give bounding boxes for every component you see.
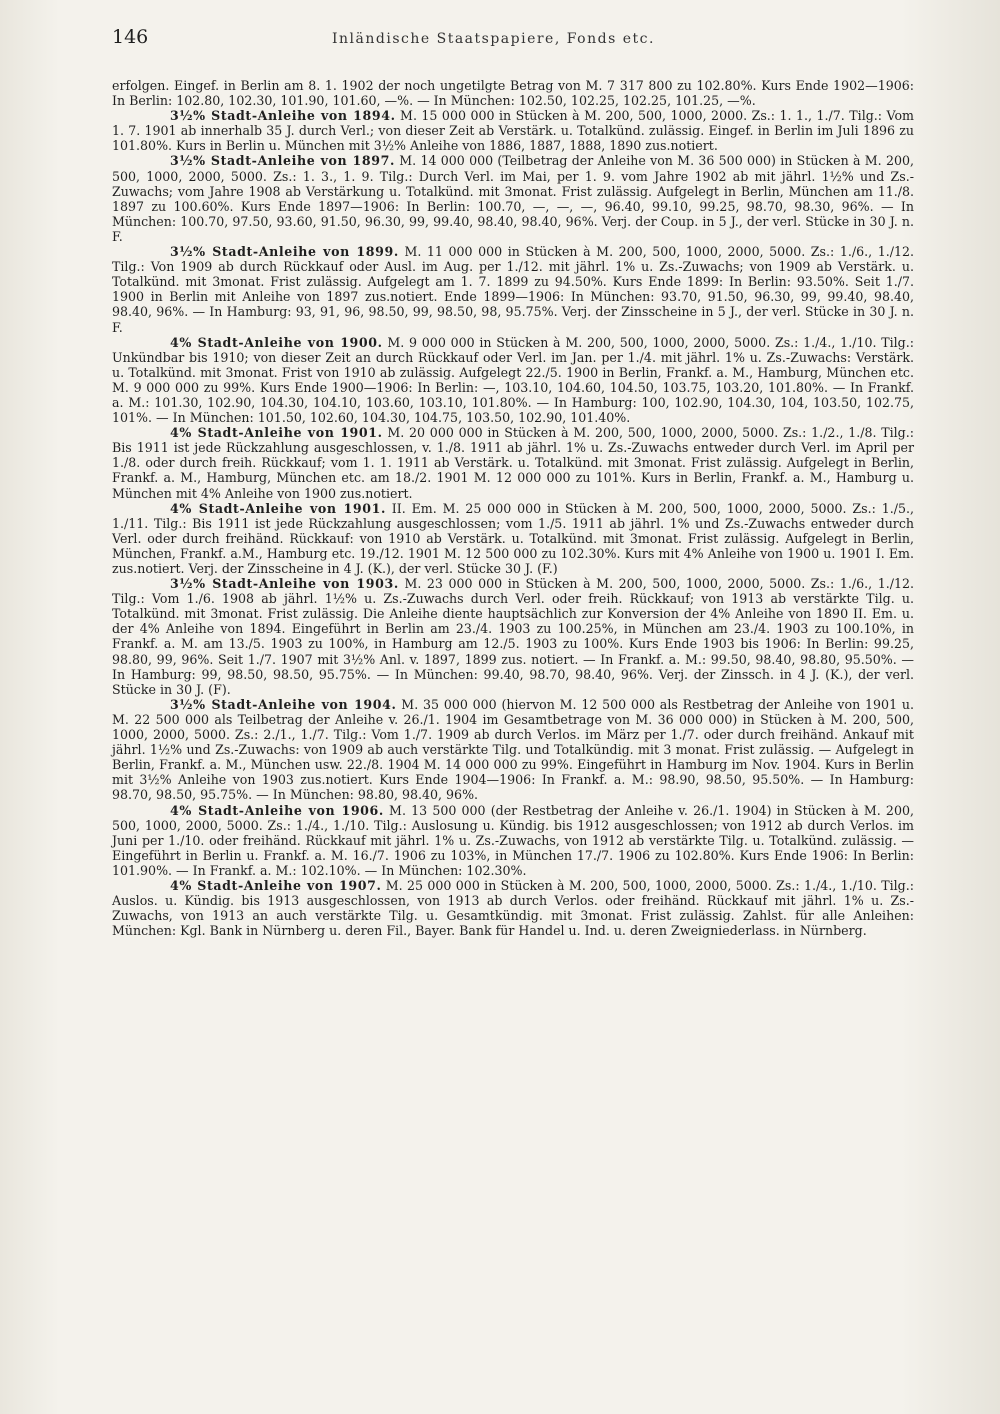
entry-stadt-anleihe-1894	[112, 108, 914, 153]
entry-text: M. 15 000 000 in Stücken à M. 200, 500, 1000, 2000. Zs.: 1. 1., 1./7. Tilg.: Vom 1. 7. 1901 ab innerhalb 35 J. durch Verl.; von dieser Zeit ab Verstärk. u. Totalkünd. zulässig. Eingef. in Berlin im Juli 1896 zu 101.80%. Kurs in Berlin u. München mit 3½% Anleihe von 1886, 1887, 1888, 1890 zus.notiert.	[112, 108, 914, 154]
paragraph-text: erfolgen. Eingef. in Berlin am 8. 1. 1902 der noch ungetilgte Betrag von M. 7 317 800 zu 102.80%. Kurs Ende 1902—1906: In Berlin: 102.80, 102.30, 101.90, 101.60, —%. — In München: 102.50, 102.25, 102.25, 101.25, —%.	[112, 78, 914, 109]
page-header	[112, 26, 914, 70]
entry-heading: 3½% Stadt-Anleihe von 1904.	[170, 696, 397, 712]
entry-text: M. 11 000 000 in Stücken à M. 200, 500, 1000, 2000, 5000. Zs.: 1./6., 1./12. Tilg.: Von 1909 ab durch Rückkauf oder Ausl. im Aug. per 1./12. mit jährl. 1% u. Zs.-Zuwachs; von 1909 ab Verstärk. u. Totalkünd. mit 3monat. Frist zulässig. Aufgelegt am 1. 7. 1899 zu 94.50%. Kurs Ende 1899: In Berlin: 93.50%. Seit 1./7. 1900 in Berlin mit Anleihe von 1897 zus.notiert. Ende 1899—1906: In München: 93.70, 91.50, 96.30, 99, 99.40, 98.40, 98.40, 96%. — In Hamburg: 93, 91, 96, 98.50, 99, 98.50, 98, 95.75%. Verj. der Zinsscheine in 5 J., der verl. Stücke in 30 J. n. F.	[112, 244, 914, 335]
entry-heading: 4% Stadt-Anleihe von 1901.	[170, 500, 386, 516]
entry-text: M. 25 000 000 in Stücken à M. 200, 500, 1000, 2000, 5000. Zs.: 1./4., 1./10. Tilg.: Auslos. u. Kündig. bis 1913 ausgeschlossen, von 1913 ab durch Verlos. oder freihänd. Rückkauf mit jährl. 1% u. Zs.-Zuwachs, von 1913 an auch verstärkte Tilg. u. Gesamtkündig. mit 3monat. Frist zulässig. Zahlst. für alle Anleihen: München: Kgl. Bank in Nürnberg u. deren Fil., Bayer. Bank für Handel u. Ind. u. deren Zweigniederlass. in Nürnberg.	[112, 877, 914, 939]
entry-stadt-anleihe-1901	[112, 425, 914, 500]
entry-heading: 3½% Stadt-Anleihe von 1894.	[170, 108, 396, 124]
entry-text: M. 13 500 000 (der Restbetrag der Anleihe v. 26./1. 1904) in Stücken à M. 200, 500, 1000, 2000, 5000. Zs.: 1./4., 1./10. Tilg.: Auslosung u. Kündig. bis 1912 ausgeschlossen; von 1912 ab durch Verlos. im Juni per 1./10. oder freihänd. Rückkauf mit jährl. 1% u. Zs.-Zuwachs, von 1912 ab verstärkte Tilg. u. Totalkünd. zulässig. — Eingeführt in Berlin u. Frankf. a. M. 16./7. 1906 zu 103%, in München 17./7. 1906 zu 102.80%. Kurs Ende 1906: In Berlin: 101.90%. — In Frankf. a. M.: 102.10%. — In München: 102.30%.	[112, 802, 914, 878]
entry-heading: 4% Stadt-Anleihe von 1901.	[170, 425, 383, 441]
entry-text: M. 20 000 000 in Stücken à M. 200, 500, 1000, 2000, 5000. Zs.: 1./2., 1./8. Tilg.: Bis 1911 ist jede Rückzahlung ausgeschlossen, v. 1./8. 1911 ab jährl. 1% u. Zs.-Zuwachs entweder durch Verl. im April per 1./8. oder durch freih. Rückkauf; vom 1. 1. 1911 ab Verstärk. u. Totalkünd. mit 3monat. Frist zulässig. Aufgelegt in Berlin, Frankf. a. M., Hamburg, München etc. am 18./2. 1901 M. 12 000 000 zu 101%. Kurs in Berlin, Frankf. a. M., Hamburg u. München mit 4% Anleihe von 1900 zus.notiert.	[112, 425, 914, 501]
entry-heading: 4% Stadt-Anleihe von 1900.	[170, 334, 383, 350]
entry-stadt-anleihe-1899	[112, 244, 914, 335]
entry-stadt-anleihe-1907	[112, 878, 914, 938]
entry-heading: 4% Stadt-Anleihe von 1907.	[170, 877, 382, 893]
paragraph-continuation	[112, 78, 914, 108]
entry-stadt-anleihe-1904	[112, 697, 914, 803]
entry-heading: 4% Stadt-Anleihe von 1906.	[170, 802, 384, 818]
entry-stadt-anleihe-1906	[112, 803, 914, 878]
entry-stadt-anleihe-1897	[112, 153, 914, 244]
entry-heading: 3½% Stadt-Anleihe von 1897.	[170, 153, 395, 169]
entry-heading: 3½% Stadt-Anleihe von 1903.	[170, 576, 399, 592]
entry-text: M. 9 000 000 in Stücken à M. 200, 500, 1000, 2000, 5000. Zs.: 1./4., 1./10. Tilg.: Unkündbar bis 1910; von dieser Zeit an durch Rückkauf oder Verl. im Jan. per 1./4. mit jährl. 1% u. Zs.-Zuwachs: Verstärk. u. Totalkünd. mit 3monat. Frist von 1910 ab zulässig. Aufgelegt 22./5. 1900 in Berlin, Frankf. a. M., Hamburg, München etc. M. 9 000 000 zu 99%. Kurs Ende 1900—1906: In Berlin: —, 103.10, 104.60, 104.50, 103.75, 103.20, 101.80%. — In Frankf. a. M.: 101.30, 102.90, 104.30, 104.10, 103.60, 103.10, 101.80%. — In Hamburg: 100, 102.90, 104.30, 104, 103.50, 102.75, 101%. — In München: 101.50, 102.60, 104.30, 104.75, 103.50, 102.90, 101.40%.	[112, 334, 914, 426]
entry-text: M. 23 000 000 in Stücken à M. 200, 500, 1000, 2000, 5000. Zs.: 1./6., 1./12. Tilg.: Vom 1./6. 1908 ab jährl. 1½% u. Zs.-Zuwachs durch Verl. oder freih. Rückkauf; von 1913 ab verstärkte Tilg. u. Totalkünd. mit 3monat. Frist zulässig. Die Anleihe diente hauptsächlich zur Konversion der 4% Anleihe von 1890 II. Em. u. der 4% Anleihe von 1894. Eingeführt in Berlin am 23./4. 1903 zu 100.25%, in München am 23./4. 1903 zu 100.10%, in Frankf. a. M. am 13./5. 1903 zu 100%, in Hamburg am 12./5. 1903 zu 100%. Kurs Ende 1903 bis 1906: In Berlin: 99.25, 98.80, 99, 96%. Seit 1./7. 1907 mit 3½% Anl. v. 1897, 1899 zus. notiert. — In Frankf. a. M.: 99.50, 98.40, 98.80, 95.50%. — In Hamburg: 99, 98.50, 98.50, 95.75%. — In München: 99.40, 98.70, 98.40, 96%. Verj. der Zinssch. in 4 J. (K.), der verl. Stücke in 30 J. (F).	[112, 576, 914, 697]
entry-text: II. Em. M. 25 000 000 in Stücken à M. 200, 500, 1000, 2000, 5000. Zs.: 1./5., 1./11. Tilg.: Bis 1911 ist jede Rückzahlung ausgeschlossen; vom 1./5. 1911 ab jährl. 1% und Zs.-Zuwachs entweder durch Verl. oder durch freihänd. Rückkauf: von 1910 ab Verstärk. u. Totalkünd. mit 3monat. Frist zulässig. Aufgelegt in Berlin, München, Frankf. a.M., Hamburg etc. 19./12. 1901 M. 12 500 000 zu 102.30%. Kurs mit 4% Anleihe von 1900 u. 1901 I. Em. zus.notiert. Verj. der Zinsscheine in 4 J. (K.), der verl. Stücke 30 J. (F.)	[112, 500, 914, 576]
running-head: Inländische Staatspapiere, Fonds etc.	[332, 31, 655, 47]
page-number: 146	[112, 26, 149, 48]
entry-stadt-anleihe-1901-ii	[112, 501, 914, 576]
entry-heading: 3½% Stadt-Anleihe von 1899.	[170, 244, 399, 260]
entry-stadt-anleihe-1903	[112, 576, 914, 697]
page-body	[112, 78, 914, 938]
entry-stadt-anleihe-1900	[112, 335, 914, 426]
entry-text: M. 35 000 000 (hiervon M. 12 500 000 als Restbetrag der Anleihe von 1901 u. M. 22 500 000 als Teilbetrag der Anleihe v. 26./1. 1904 im Gesamtbetrage von M. 36 000 000) in Stücken à M. 200, 500, 1000, 2000, 5000. Zs.: 2./1., 1./7. Tilg.: Vom 1./7. 1909 ab durch Verlos. im März per 1./7. oder durch freihänd. Ankauf mit jährl. 1½% und Zs.-Zuwachs: von 1909 ab auch verstärkte Tilg. und Totalkündig. mit 3 monat. Frist zulässig. — Aufgelegt in Berlin, Frankf. a. M., München usw. 22./8. 1904 M. 14 000 000 zu 99%. Eingeführt in Hamburg im Nov. 1904. Kurs in Berlin mit 3½% Anleihe von 1903 zus.notiert. Kurs Ende 1904—1906: In Frankf. a. M.: 98.90, 98.50, 95.50%. — In Hamburg: 98.70, 98.50, 95.75%. — In München: 98.80, 98.40, 96%.	[112, 696, 914, 803]
entry-text: M. 14 000 000 (Teilbetrag der Anleihe von M. 36 500 000) in Stücken à M. 200, 500, 1000, 2000, 5000. Zs.: 1. 3., 1. 9. Tilg.: Durch Verl. im Mai, per 1. 9. vom Jahre 1902 ab mit jährl. 1½% und Zs.-Zuwachs; vom Jahre 1908 ab Verstärkung u. Totalkünd. mit 3monat. Frist zulässig. Aufgelegt in Berlin, München am 11./8. 1897 zu 100.60%. Kurs Ende 1897—1906: In Berlin: 100.70, —, —, —, 96.40, 99.10, 99.25, 98.70, 98.30, 96%. — In München: 100.70, 97.50, 93.60, 91.50, 96.30, 99, 99.40, 98.40, 98.40, 96%. Verj. der Coup. in 5 J., der verl. Stücke in 30 J. n. F.	[112, 153, 914, 244]
